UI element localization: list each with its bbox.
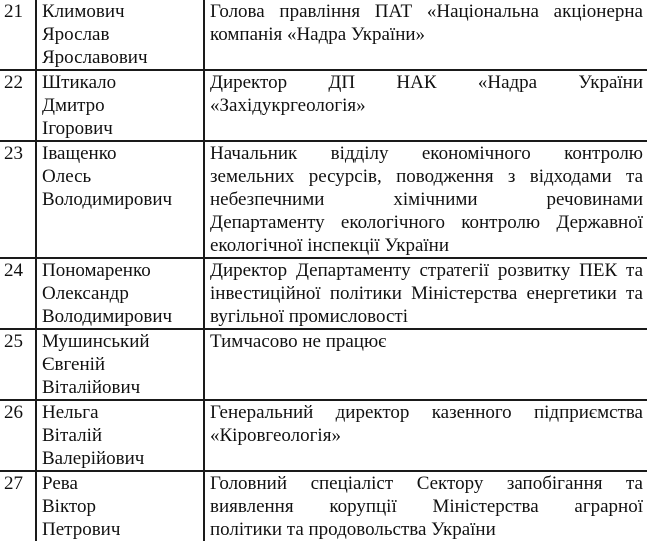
person-name-line: Віктор	[42, 496, 96, 517]
person-name-cell	[36, 141, 204, 258]
row-number: 22	[0, 70, 36, 141]
person-name-line: Рева	[42, 473, 78, 494]
table-row	[0, 329, 647, 400]
person-name-cell	[36, 471, 204, 541]
position-line: «Кіровгеологія»	[210, 425, 341, 446]
person-name-line: Петрович	[42, 519, 121, 540]
position-line: компанія «Надра України»	[210, 24, 426, 45]
person-name-line: Ярославович	[42, 47, 148, 68]
row-number: 25	[0, 329, 36, 400]
table-row	[0, 400, 647, 471]
table-row	[0, 70, 647, 141]
person-name-line: Мушинський	[42, 331, 150, 352]
position-cell	[204, 70, 647, 141]
position-line: Директор Департаменту стратегії розвитку ПЕК та	[210, 260, 643, 281]
person-name-line: Нельга	[42, 402, 99, 423]
person-name-line: Олесь	[42, 166, 92, 187]
position-cell	[204, 400, 647, 471]
position-text	[210, 71, 643, 117]
table-row	[0, 258, 647, 329]
table-row	[0, 141, 647, 258]
position-text	[210, 472, 643, 541]
position-cell	[204, 329, 647, 400]
position-line: Головний спеціаліст Сектору запобігання та	[210, 473, 643, 494]
person-name-cell	[36, 0, 204, 70]
person-name-cell	[36, 400, 204, 471]
person-name-line: Ігорович	[42, 118, 113, 139]
position-line: Тимчасово не працює	[210, 331, 387, 352]
person-name-line: Володимирович	[42, 306, 173, 327]
person-name-cell	[36, 329, 204, 400]
position-line: Начальник відділу економічного контролю	[210, 143, 643, 164]
table-row	[0, 0, 647, 70]
person-name-line: Ярослав	[42, 24, 110, 45]
position-line: Генеральний директор казенного підприємства	[210, 402, 643, 423]
person-name-line: Климович	[42, 1, 125, 22]
position-line: «Західукргеологія»	[210, 95, 366, 116]
position-cell	[204, 0, 647, 70]
position-cell	[204, 141, 647, 258]
position-text	[210, 330, 643, 353]
person-name-cell	[36, 258, 204, 329]
position-line: вугільної промисловості	[210, 306, 408, 327]
person-name-line: Володимирович	[42, 189, 173, 210]
position-line: небезпечними хімічними речовинами	[210, 189, 643, 210]
row-number: 21	[0, 0, 36, 70]
position-text	[210, 401, 643, 447]
position-line: Голова правління ПАТ «Національна акціонерна	[210, 1, 643, 22]
position-line: Департаменту екологічного контролю Державної	[210, 212, 643, 233]
position-line: виявлення корупції Міністерства аграрної	[210, 496, 643, 517]
person-name-line: Іващенко	[42, 143, 117, 164]
position-text	[210, 0, 643, 46]
person-name-cell	[36, 70, 204, 141]
person-name-line: Віталійович	[42, 377, 141, 398]
person-name-line: Валерійович	[42, 448, 145, 469]
position-line: інвестиційної політики Міністерства енергетики та	[210, 283, 643, 304]
position-line: політики та продовольства України	[210, 519, 496, 540]
position-cell	[204, 258, 647, 329]
person-name-line: Штикало	[42, 72, 117, 93]
position-cell	[204, 471, 647, 541]
position-text	[210, 259, 643, 328]
person-name-line: Євгеній	[42, 354, 106, 375]
position-line: екологічної інспекції України	[210, 235, 450, 256]
position-line: земельних ресурсів, поводження з відходами та	[210, 166, 643, 187]
person-name-line: Пономаренко	[42, 260, 151, 281]
table-row	[0, 471, 647, 541]
row-number: 26	[0, 400, 36, 471]
row-number: 24	[0, 258, 36, 329]
position-text	[210, 142, 643, 257]
person-name-line: Дмитро	[42, 95, 105, 116]
person-name-line: Віталій	[42, 425, 103, 446]
row-number: 27	[0, 471, 36, 541]
person-name-line: Олександр	[42, 283, 129, 304]
row-number: 23	[0, 141, 36, 258]
position-line: Директор ДП НАК «Надра України	[210, 72, 643, 93]
